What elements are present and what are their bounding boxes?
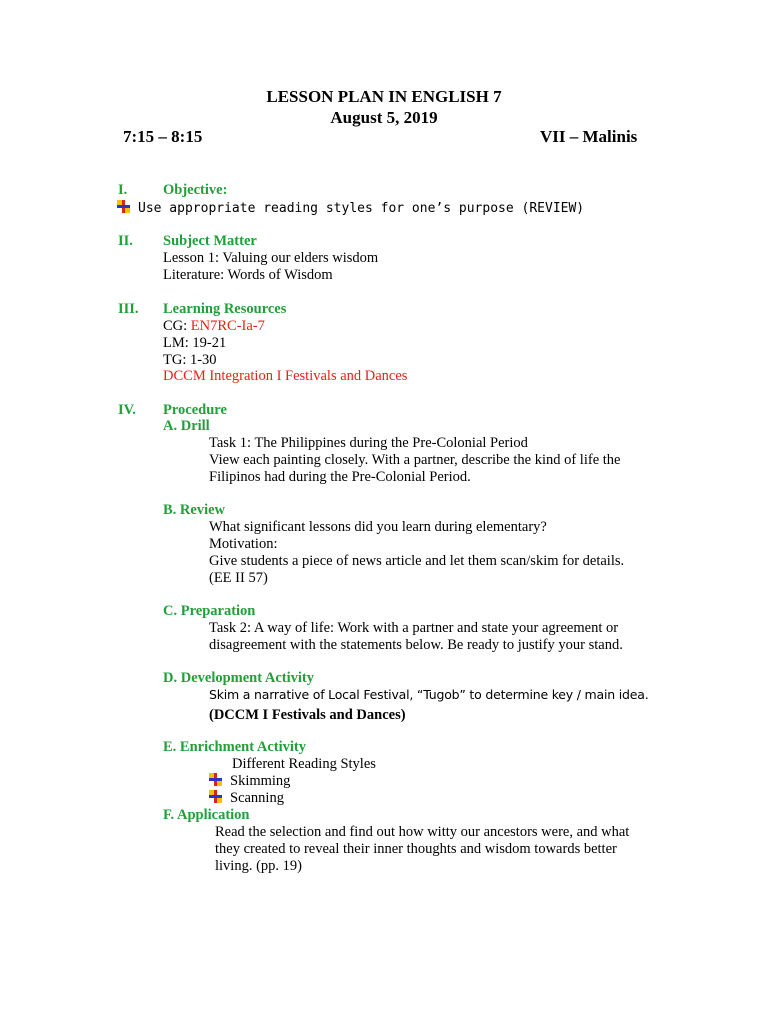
roman-iii: III. xyxy=(118,301,139,317)
preparation-line-1: Task 2: A way of life: Work with a partner and state your agreement or xyxy=(209,620,619,636)
lm-line: LM: 19-21 xyxy=(163,335,227,351)
subject-line-1: Lesson 1: Valuing our elders wisdom xyxy=(163,250,379,266)
review-line-3: Give students a piece of news article and let them scan/skim for details. xyxy=(209,553,625,569)
drill-line-3: Filipinos had during the Pre-Colonial Period. xyxy=(209,469,471,485)
list-item xyxy=(209,790,284,807)
preparation-line-2: disagreement with the statements below. Be ready to justify your stand. xyxy=(209,637,623,653)
learning-resources-heading: Learning Resources xyxy=(163,301,287,317)
application-line-2: they created to reveal their inner thoughts and wisdom towards better xyxy=(215,841,617,857)
development-line: Skim a narrative of Local Festival, “Tugob” to determine key / main idea. xyxy=(209,687,649,702)
review-heading: B. Review xyxy=(163,502,226,518)
bullet-icon xyxy=(117,200,130,213)
lesson-section: VII – Malinis xyxy=(540,127,638,146)
objective-heading: Objective: xyxy=(163,182,228,198)
preparation-heading: C. Preparation xyxy=(163,603,256,619)
objective-text: Use appropriate reading styles for one’s purpose (REVIEW) xyxy=(138,201,585,216)
drill-line-2: View each painting closely. With a partner, describe the kind of life the xyxy=(209,452,621,468)
cg-label: CG: xyxy=(163,318,191,334)
review-line-4: (EE II 57) xyxy=(209,570,268,586)
cg-code: EN7RC-Ia-7 xyxy=(190,318,265,334)
roman-i: I. xyxy=(118,182,128,198)
enrichment-intro: Different Reading Styles xyxy=(232,756,376,772)
review-line-1: What significant lessons did you learn during elementary? xyxy=(209,519,547,535)
tg-line: TG: 1-30 xyxy=(163,352,217,368)
application-heading: F. Application xyxy=(163,807,250,823)
roman-iv: IV. xyxy=(118,402,136,418)
application-line-3: living. (pp. 19) xyxy=(215,858,302,874)
enrichment-item-skimming: Skimming xyxy=(230,773,291,789)
drill-heading: A. Drill xyxy=(163,418,210,434)
subject-matter-heading: Subject Matter xyxy=(163,233,257,249)
lesson-title: LESSON PLAN IN ENGLISH 7 xyxy=(266,87,502,106)
review-line-2: Motivation: xyxy=(209,536,278,552)
list-item xyxy=(209,773,290,790)
cg-line xyxy=(163,318,265,335)
development-dccm: (DCCM I Festivals and Dances) xyxy=(209,707,406,723)
objective-item xyxy=(117,200,584,217)
development-heading: D. Development Activity xyxy=(163,670,315,686)
lesson-date: August 5, 2019 xyxy=(330,108,438,127)
dccm-integration: DCCM Integration I Festivals and Dances xyxy=(163,368,408,384)
application-line-1: Read the selection and find out how witty our ancestors were, and what xyxy=(215,824,630,840)
subject-line-2: Literature: Words of Wisdom xyxy=(163,267,333,283)
drill-line-1: Task 1: The Philippines during the Pre-Colonial Period xyxy=(209,435,528,451)
enrichment-heading: E. Enrichment Activity xyxy=(163,739,306,755)
roman-ii: II. xyxy=(118,233,133,249)
bullet-icon xyxy=(209,773,222,786)
bullet-icon xyxy=(209,790,222,803)
procedure-heading: Procedure xyxy=(163,402,227,418)
lesson-time: 7:15 – 8:15 xyxy=(123,127,203,146)
enrichment-item-scanning: Scanning xyxy=(230,790,284,806)
